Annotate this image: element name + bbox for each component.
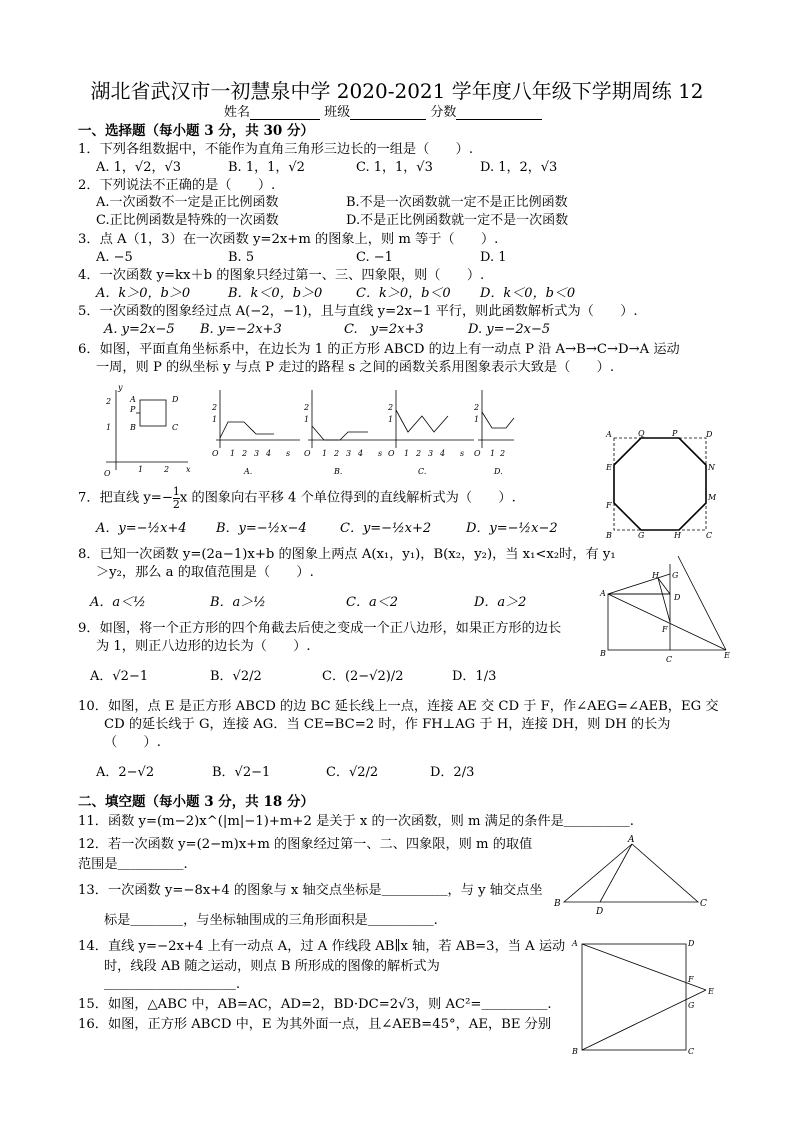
oct-label-g: G: [638, 531, 645, 540]
q10-label-h: H: [652, 571, 659, 580]
q7-option-d: D．y=−½x−2: [466, 521, 558, 536]
q2-option-c: C.正比例函数是特殊的一次函数: [96, 213, 279, 228]
q6-figures: [96, 382, 516, 480]
q10-stem-line1: 10．如图，点 E 是正方形 ABCD 的边 BC 延长线上一点，连接 AE 交 CD 于 F，作∠AEG=∠AEB，EG 交: [78, 699, 719, 714]
q5-option-b: B. y=−2x+3: [200, 322, 282, 337]
graph-d-origin: O: [474, 449, 481, 458]
graph-b-ytick-2: 2: [304, 403, 310, 412]
graph-d-ytick-1: 1: [474, 415, 480, 424]
graph-a-ytick-2: 2: [212, 403, 218, 412]
graph-a-xtick-1: 1: [230, 449, 236, 458]
q5-option-a: A. y=2x−5: [104, 322, 175, 337]
q8-stem-line1: 8．已知一次函数 y=(2a−1)x+b 的图象上两点 A(x₁，y₁)，B(x₂，y₂)，当 x₁<x₂时，有 y₁: [78, 547, 616, 562]
oct-label-p: P: [672, 429, 678, 438]
graph-c-xtick-4: 4: [440, 449, 446, 458]
q1-option-b: B. 1，1，√2: [228, 160, 305, 175]
oct-label-a: A: [606, 430, 612, 439]
q6-stem-line1: 6．如图，平面直角坐标系中，在边长为 1 的正方形 ABCD 的边上有一动点 P 沿 A→B→C→D→A 运动: [78, 342, 680, 357]
page-title: 湖北省武汉市一初慧泉中学 2020-2021 学年度八年级下学期周练 12: [90, 79, 704, 103]
q1-option-d: D. 1，2，√3: [480, 160, 558, 175]
fig6-label-c: C: [172, 423, 179, 432]
q7-frac-num: 1: [172, 485, 180, 498]
graph-c-ytick-2: 2: [388, 403, 394, 412]
q4-option-a: A．k＞0，b＞0: [96, 286, 191, 301]
q10-label-c: C: [666, 655, 673, 664]
graph-c-xtick-2: 2: [416, 449, 422, 458]
graph-c-caption: C.: [418, 467, 427, 476]
q7-stem-pre: 7．把直线 y=−: [78, 490, 173, 506]
q15-triangle-figure: [552, 834, 712, 918]
q4-option-d: D．k＜0，b＜0: [480, 286, 576, 301]
q10-label-d: D: [674, 593, 681, 602]
q5-option-c: C. y=2x+3: [344, 322, 424, 337]
q16-square-figure: [570, 938, 720, 1058]
q12-stem-line2: 范围是＿＿＿＿＿.: [78, 857, 188, 872]
oct-label-d: D: [706, 430, 713, 439]
q9-stem-line2: 为 1，则正八边形的边长为（ ）.: [96, 639, 311, 654]
score-label: 分数: [430, 105, 457, 120]
q2-option-a: A.一次函数不一定是正比例函数: [96, 195, 279, 210]
q5-stem: 5．一次函数的图象经过点 A(−2，−1)，且与直线 y=2x−1 平行，则此函数解析式为（ ）.: [78, 304, 638, 319]
oct-label-n: N: [708, 463, 715, 472]
q3-stem: 3．点 A（1，3）在一次函数 y=2x+m 的图象上，则 m 等于（ ）.: [78, 232, 499, 247]
graph-b-xtick-2: 2: [334, 449, 340, 458]
q11-stem: 11．函数 y=(m−2)x^(|m|−1)+m+2 是关于 x 的一次函数，则 m 满足的条件是＿＿＿＿＿.: [78, 814, 634, 829]
q9-option-c: C．(2−√2)/2: [322, 669, 404, 684]
graph-b-label-s: s: [378, 449, 383, 458]
oct-label-m: M: [708, 493, 716, 502]
q10-label-g: G: [672, 571, 679, 580]
section-choice-heading: 一、选择题（每小题 3 分，共 30 分）: [78, 123, 314, 139]
q8-option-b: B．a＞½: [210, 595, 266, 610]
q13-stem-line2: 标是＿＿＿＿，与坐标轴围成的三角形面积是＿＿＿＿＿.: [104, 913, 438, 928]
graph-b-origin: O: [304, 449, 311, 458]
fig6-label-o: O: [104, 469, 111, 478]
q9-stem-line1: 9．如图，将一个正方形的四个角截去后使之变成一个正八边形，如果正方形的边长: [78, 621, 562, 636]
q8-stem-line2: ＞y₂，那么 a 的取值范围是（ ）.: [96, 565, 314, 580]
q8-option-d: D．a＞2: [474, 595, 527, 610]
q16-label-f: F: [688, 975, 694, 984]
graph-b-caption: B.: [334, 467, 343, 476]
graph-a-ytick-1: 1: [212, 415, 218, 424]
q15-stem: 15．如图，△ABC 中，AB=AC，AD=2，BD·DC=2√3，则 AC²=＿＿＿＿＿.: [78, 997, 552, 1012]
student-info: [224, 106, 542, 120]
graph-d-ytick-2: 2: [474, 403, 480, 412]
q9-option-d: D．1/3: [452, 669, 497, 684]
q10-label-b: B: [600, 649, 606, 658]
q10-stem-line3: （ ）.: [104, 735, 161, 750]
fig6-label-a: A: [130, 395, 136, 404]
q16-stem: 16．如图，正方形 ABCD 中，E 为其外面一点，且∠AEB=45°，AE，BE 分别: [78, 1017, 552, 1032]
graph-b-xtick-4: 4: [358, 449, 364, 458]
q10-label-a: A: [600, 589, 606, 598]
graph-c-curve: [396, 410, 448, 432]
q14-stem-line1: 14．直线 y=−2x+4 上有一动点 A，过 A 作线段 AB∥x 轴，若 AB=3，当 A 运动: [78, 939, 566, 954]
q10-figure: [596, 554, 736, 666]
q10-label-f: F: [662, 625, 668, 634]
graph-b-curve: [312, 426, 368, 440]
graph-a-label-s: s: [286, 449, 291, 458]
fig6-label-d: D: [172, 395, 179, 404]
q15-label-a: A: [628, 835, 635, 845]
q5-option-d: D. y=−2x−5: [468, 322, 551, 337]
q8-option-c: C．a＜2: [346, 595, 398, 610]
q15-label-d: D: [596, 907, 604, 917]
q10-stem-line2: CD 的延长线于 G，连接 AG．当 CE=BC=2 时，作 FH⊥AG 于 H，连接 DH，则 DH 的长为: [104, 717, 671, 732]
q16-label-c: C: [688, 1047, 695, 1056]
fig6-label-p: P: [130, 405, 136, 414]
oct-label-e: E: [606, 463, 612, 472]
q1-option-a: A. 1，√2，√3: [96, 160, 182, 175]
q2-option-d: D.不是正比例函数就一定不是一次函数: [346, 213, 569, 228]
q10-label-e: E: [724, 651, 730, 660]
q10-option-c: C．√2/2: [326, 765, 379, 780]
q3-option-a: A. −5: [96, 250, 133, 265]
section-fill-heading: 二、填空题（每小题 3 分，共 18 分）: [78, 794, 314, 810]
fig6-xtick-1: 1: [138, 465, 144, 474]
q16-label-b: B: [572, 1047, 578, 1056]
graph-a-caption: A.: [244, 467, 253, 476]
q12-stem-line1: 12．若一次函数 y=(2−m)x+m 的图象经过第一、二、四象限，则 m 的取值: [78, 837, 533, 852]
graph-b-ytick-1: 1: [304, 415, 310, 424]
graph-a-curve: [220, 422, 274, 438]
q2-option-b: B.不是一次函数就一定不是正比例函数: [346, 195, 568, 210]
oct-label-q: Q: [638, 429, 645, 438]
octagon-figure: [604, 428, 716, 540]
q3-option-c: C. −1: [356, 250, 393, 265]
q14-stem-line2: 时，线段 AB 随之运动，则点 B 所形成的图像的解析式为: [104, 959, 440, 974]
q9-option-a: A．√2−1: [90, 669, 149, 684]
name-label: 姓名: [224, 105, 251, 120]
fig6-label-y: y: [118, 383, 123, 392]
q1-stem: 1．下列各组数据中，不能作为直角三角形三边长的一组是（ ）.: [78, 142, 474, 157]
q14-stem-line3: ＿＿＿＿＿＿＿＿＿＿.: [104, 977, 241, 992]
q16-label-d: D: [688, 939, 695, 948]
q9-option-b: B．√2/2: [210, 669, 262, 684]
graph-c-ytick-1: 1: [388, 415, 394, 424]
score-blank[interactable]: [456, 107, 542, 120]
oct-label-c: C: [706, 531, 713, 540]
class-label: 班级: [324, 105, 351, 120]
q13-stem-line1: 13．一次函数 y=−8x+4 的图象与 x 轴交点坐标是＿＿＿＿＿，与 y 轴交点坐: [78, 883, 543, 898]
q15-label-b: B: [554, 899, 561, 909]
graph-c-label-s: s: [460, 449, 465, 458]
q10-option-b: B．√2−1: [212, 765, 271, 780]
q4-option-c: C．k＞0，b＜0: [356, 286, 451, 301]
name-blank[interactable]: [250, 107, 320, 120]
graph-d-xtick-1: 1: [490, 449, 496, 458]
oct-label-b: B: [606, 531, 612, 540]
q8-option-a: A．a＜½: [90, 595, 146, 610]
graph-c-origin: O: [388, 449, 395, 458]
q7-option-c: C．y=−½x+2: [340, 521, 432, 536]
octagon-shape: [614, 438, 706, 530]
graph-c-xtick-1: 1: [404, 449, 410, 458]
q7-option-b: B．y=−½x−4: [216, 521, 307, 536]
q4-stem: 4．一次函数 y=kx＋b 的图象只经过第一、三、四象限，则（ ）.: [78, 268, 485, 283]
q3-option-d: D. 1: [480, 250, 507, 265]
class-blank[interactable]: [350, 107, 426, 120]
q10-option-d: D．2/3: [430, 765, 475, 780]
square-abcd: [140, 400, 166, 426]
graph-d-xtick-2: 2: [500, 449, 506, 458]
graph-b-xtick-3: 3: [346, 449, 352, 458]
graph-d-curve: [482, 412, 514, 428]
graph-a-xtick-2: 2: [242, 449, 248, 458]
fig6-tick-2: 2: [106, 397, 112, 406]
graph-d-caption: D.: [494, 467, 503, 476]
q7-frac-den: 2: [172, 497, 180, 511]
q1-option-c: C. 1，1，√3: [356, 160, 433, 175]
graph-c-xtick-3: 3: [428, 449, 434, 458]
oct-label-h: H: [674, 531, 681, 540]
fig6-label-x: x: [186, 465, 191, 474]
oct-label-f: F: [606, 501, 612, 510]
q16-label-a: A: [572, 939, 578, 948]
q7-stem: [78, 486, 516, 510]
q15-label-c: C: [700, 899, 707, 909]
q16-label-g: G: [688, 1001, 695, 1010]
fig6-tick-1: 1: [106, 423, 112, 432]
graph-a-xtick-4: 4: [266, 449, 272, 458]
graph-a-origin: O: [212, 449, 219, 458]
q2-stem: 2．下列说法不正确的是（ ）.: [78, 178, 276, 193]
q16-label-e: E: [708, 987, 714, 996]
q3-option-b: B. 5: [228, 250, 255, 265]
fig6-label-b: B: [130, 423, 136, 432]
q10-option-a: A．2−√2: [96, 765, 155, 780]
q4-option-b: B．k＜0，b＞0: [228, 286, 323, 301]
q7-option-a: A．y=−½x+4: [96, 521, 187, 536]
graph-a-xtick-3: 3: [254, 449, 260, 458]
fig6-xtick-2: 2: [164, 465, 170, 474]
q7-stem-post: x 的图象向右平移 4 个单位得到的直线解析式为（ ）.: [179, 490, 516, 506]
q6-stem-line2: 一周，则 P 的纵坐标 y 与点 P 走过的路程 s 之间的函数关系用图象表示大致是（ ）.: [96, 360, 615, 375]
graph-b-xtick-1: 1: [322, 449, 328, 458]
